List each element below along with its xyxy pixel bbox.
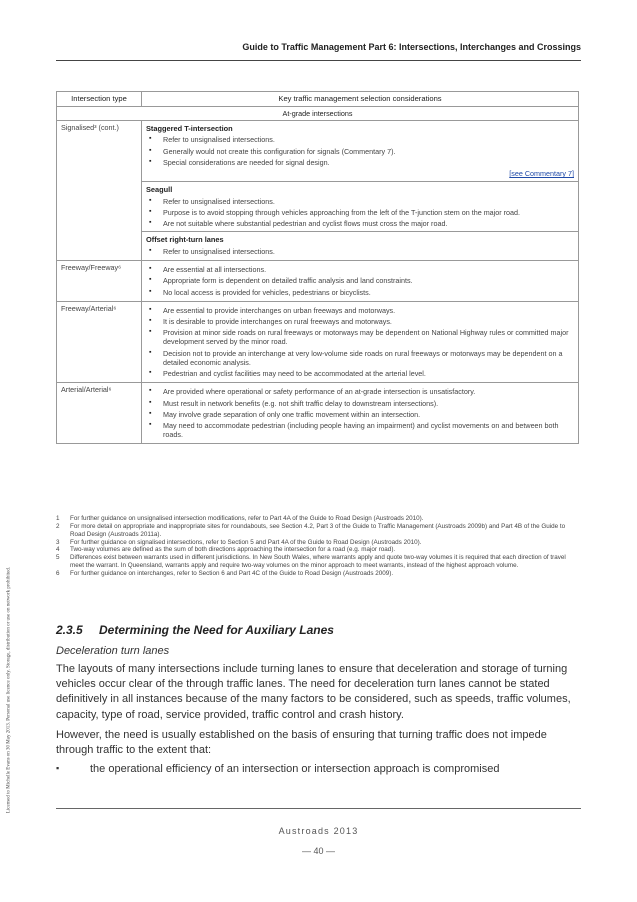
note: 2 For more detail on appropriate and inappropriate sites for roundabouts, see Section 4.2, Part 3 of the Guide to Traffic Management (Austroads 2009b) and Part 4B of the Guide to Road Design (Austroads 2011a). (56, 522, 566, 538)
subsection-title: Deceleration turn lanes (56, 645, 170, 657)
list-item: ▪ Refer to unsignalised intersections. (146, 247, 574, 256)
list-item: ▪ No local access is provided for vehicles, pedestrians or bicyclists. (146, 288, 574, 297)
considerations-cell (142, 301, 579, 383)
bullet-marker-icon: ▪ (56, 763, 60, 773)
considerations-cell (142, 120, 579, 260)
licence-side-text (4, 500, 14, 880)
type-cell: Freeway/Freeway⁶ (57, 261, 142, 302)
commentary-link[interactable]: [see Commentary 7] (509, 169, 574, 179)
subheading: Offset right-turn lanes (146, 235, 224, 245)
section-number: 2.3.5 (56, 623, 83, 637)
paragraph: However, the need is usually established on the basis of ensuring that turning traffic does not impede through traffic to the extent that: (56, 729, 547, 757)
section-heading (56, 623, 334, 637)
type-cell: Arterial/Arterial⁶ (57, 383, 142, 444)
type-cell: Signalised³ (cont.) (57, 120, 142, 260)
list-item: ▪ Generally would not create this configuration for signals (Commentary 7). (146, 147, 574, 156)
list-item: ▪ It is desirable to provide interchanges on rural freeways and motorways. (146, 317, 574, 326)
paragraph: The layouts of many intersections include turning lanes to ensure that deceleration and storage of turning vehicles occur clear of the through traffic lanes. The need for deceleration turn lanes cannot be stated definitively in all instances because of the many factors to be considered, such as speeds, traffic volumes, capacity, type of road, service provided, traffic control and crash history. (56, 663, 571, 721)
list-item: ▪ Must result in network benefits (e.g. not shift traffic delay to downstream intersections). (146, 399, 574, 408)
note: 1 For further guidance on unsignalised intersection modifications, refer to Part 4A of the Guide to Road Design (Austroads 2010). (56, 515, 424, 522)
list-item: ▪ May involve grade separation of only one traffic movement within an intersection. (146, 410, 574, 419)
list-item: ▪ Purpose is to avoid stopping through vehicles approaching from the left of the T-junction stem on the major road. (146, 208, 574, 217)
list-item: ▪ Pedestrian and cyclist facilities may need to be accommodated at the arterial level. (146, 369, 574, 378)
list-item: ▪ Appropriate form is dependent on detailed traffic analysis and land constraints. (146, 276, 574, 285)
list-item: ▪ Are essential to provide interchanges on urban freeways and motorways. (146, 306, 574, 315)
list-item: ▪ Refer to unsignalised intersections. (146, 197, 574, 206)
bullet-item: ▪ the operational efficiency of an intersection or intersection approach is compromised (56, 763, 500, 775)
page-number: — 40 — (301, 846, 335, 856)
list-item: ▪ Provision at minor side roads on rural freeways or motorways may be dependent on National Highway rules or committed major development served by the minor road. (146, 328, 574, 346)
licence-text: Licensed to Michelle Evans on 30 May 2013. Personal use licence only. Storage, distribution or use on network prohibited. (6, 566, 12, 814)
table-row (57, 120, 579, 260)
footer-org: Austroads 2013 (278, 826, 359, 836)
table-notes (56, 515, 579, 578)
list-item: ▪ Decision not to provide an interchange at very low-volume side roads on rural freeways or motorways may be dependent on a detailed economic analysis. (146, 349, 574, 367)
table-row (57, 383, 579, 444)
list-item: ▪ May need to accommodate pedestrian (including people having an impairment) and cyclist movements on and between both roads. (146, 421, 574, 439)
list-item: ▪ Special considerations are needed for signal design. (146, 158, 574, 167)
section-title: Determining the Need for Auxiliary Lanes (99, 623, 334, 637)
table-row (57, 301, 579, 383)
note: 3 For further guidance on signalised intersections, refer to Section 5 and Part 4A of the Guide to Road Design (Austroads 2010). (56, 538, 422, 546)
table-row (57, 261, 579, 302)
selection-considerations-table (56, 91, 579, 444)
footer-divider (56, 808, 581, 809)
list-item: ▪ Are not suitable where substantial pedestrian and cyclist flows must cross the major road. (146, 219, 574, 228)
list-item: ▪ Are provided where operational or safety performance of an at-grade intersection is unsatisfactory. (146, 387, 574, 396)
subheading: Seagull (146, 185, 173, 195)
group-header-at-grade: At-grade intersections (57, 106, 579, 120)
note: 4 Two-way volumes are defined as the sum of both directions approaching the intersection for a road (e.g. major road). (56, 546, 396, 554)
type-cell: Freeway/Arterial⁶ (57, 301, 142, 383)
list-item: ▪ Are essential at all intersections. (146, 265, 574, 274)
note: 6 For further guidance on interchanges, refer to Section 6 and Part 4C of the Guide to Road Design (Austroads 2009). (56, 570, 394, 578)
col-header-type: Intersection type (57, 92, 142, 107)
considerations-cell (142, 383, 579, 444)
list-item: ▪ Refer to unsignalised intersections. (146, 135, 574, 144)
note: 5 Differences exist between warrants used in different jurisdictions. In New South Wales, where warrants apply and quote two-way volumes it is required that each direction of travel meet the warrant. In Queensland, warrants apply and require two-way volumes on the minor approach to meet warrants, instead of the highest approach volume. (56, 554, 566, 570)
subheading: Staggered T-intersection (146, 123, 233, 133)
running-header: Guide to Traffic Management Part 6: Intersections, Interchanges and Crossings (56, 42, 581, 61)
considerations-cell (142, 261, 579, 302)
col-header-considerations: Key traffic management selection considerations (142, 92, 579, 107)
